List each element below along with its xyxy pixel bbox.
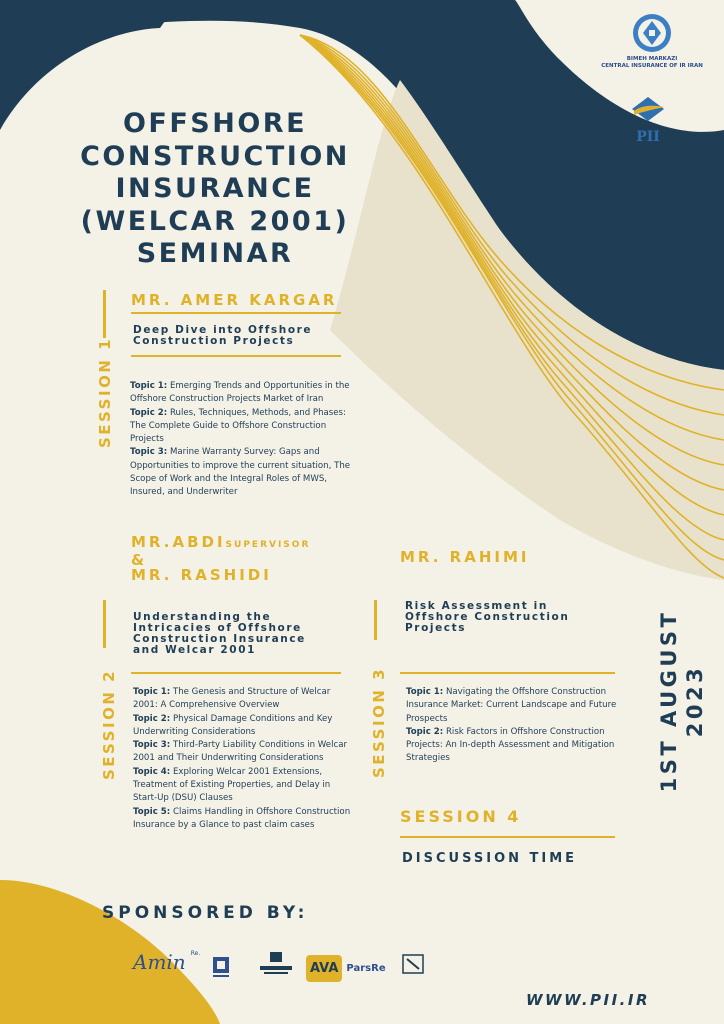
session1-label: SESSION 1 xyxy=(96,336,114,448)
topic-label: Topic 2: xyxy=(133,713,171,724)
date-line1: 1ST AUGUST xyxy=(657,609,681,793)
sponsor-3-logo xyxy=(256,950,296,980)
pii-label: PII xyxy=(636,129,660,145)
session2-speaker2: MR. RASHIDI xyxy=(131,566,272,584)
session3-speaker: MR. RAHIMI xyxy=(400,548,530,566)
title-line-1: OFFSHORE xyxy=(122,108,308,139)
session1-subtitle xyxy=(133,325,312,347)
session2-vertical-bar xyxy=(103,600,106,648)
session2-topic-5 xyxy=(133,806,351,833)
session3-divider xyxy=(400,672,615,674)
topic-text: Navigating the Offshore Construction Insurance Market: Current Landscape and Future Prospects xyxy=(406,687,617,724)
session2-subtitle-line3: Construction Insurance xyxy=(133,633,306,645)
central-insurance-logo xyxy=(622,12,682,54)
session3-vertical-bar xyxy=(374,600,377,640)
session2-divider xyxy=(131,672,341,674)
session2-subtitle xyxy=(133,612,306,656)
amin-logo-sub: Re. xyxy=(190,950,201,957)
session2-topics xyxy=(133,686,351,832)
topic-label: Topic 3: xyxy=(130,447,168,458)
title-line-4: (WELCAR 2001) xyxy=(80,205,350,237)
topic-label: Topic 3: xyxy=(133,740,171,751)
title-line-3: INSURANCE xyxy=(115,173,315,204)
session3-topics xyxy=(406,686,624,766)
session3-subtitle-line1: Risk Assessment in xyxy=(405,600,548,612)
session4-divider xyxy=(400,836,615,838)
topic-text: Marine Warranty Survey: Gaps and Opportunities to improve the current situation, The Scope of Work and the Integral Roles of MWS, Insured, and Underwriter xyxy=(130,447,351,498)
session3-label: SESSION 3 xyxy=(370,666,388,778)
date-line2: 2023 xyxy=(683,664,707,738)
session2-topic-2 xyxy=(133,713,351,740)
session2-subtitle-line2: Intricacies of Offshore xyxy=(133,622,302,634)
session1-topic-2 xyxy=(130,407,352,447)
header-logo-line1: BIMEH MARKAZI xyxy=(626,56,678,62)
session2-subtitle-line1: Understanding the xyxy=(133,611,272,623)
topic-label: Topic 1: xyxy=(130,381,168,391)
session3-topic-1 xyxy=(406,686,624,726)
discussion-time: DISCUSSION TIME xyxy=(402,851,578,866)
sponsor-amin-logo xyxy=(133,950,203,982)
topic-text: Physical Damage Conditions and Key Underwriting Considerations xyxy=(133,713,333,737)
sponsor-2-icon xyxy=(210,955,232,981)
session1-topic-3 xyxy=(130,446,352,499)
topic-text: The Genesis and Structure of Welcar 2001: A Comprehensive Overview xyxy=(133,687,331,711)
session2-label: SESSION 2 xyxy=(100,668,118,780)
session3-topic-2 xyxy=(406,726,624,766)
session1-topics xyxy=(130,380,352,500)
ava-logo-text: AVA xyxy=(306,955,342,982)
sponsor-2-logo xyxy=(210,955,232,981)
topic-label: Topic 5: xyxy=(133,806,171,817)
session2-speaker-amp: & xyxy=(131,551,148,569)
pii-emblem-icon xyxy=(628,95,668,131)
event-date xyxy=(656,606,708,796)
topic-label: Topic 4: xyxy=(133,766,171,777)
session1-subtitle-line1: Deep Dive into Offshore xyxy=(133,324,313,336)
central-insurance-emblem-icon xyxy=(631,12,673,54)
session3-subtitle-line2: Offshore Construction xyxy=(405,611,570,623)
session2-topic-1 xyxy=(133,686,351,713)
sponsor-ava-logo xyxy=(306,952,388,984)
seminar-title xyxy=(70,108,360,271)
sponsor-3-icon xyxy=(256,950,296,980)
session1-topic-1 xyxy=(130,380,352,407)
topic-label: Topic 1: xyxy=(406,687,444,697)
sponsored-by-heading: SPONSORED BY: xyxy=(102,903,309,923)
parsre-logo-text: ParsRe xyxy=(346,962,386,974)
session2-supervisor-tag: SUPERVISOR xyxy=(225,540,311,550)
topic-text: Claims Handling in Offshore Construction Insurance by a Glance to past claim cases xyxy=(133,806,351,830)
topic-label: Topic 1: xyxy=(133,687,171,697)
session4-label: SESSION 4 xyxy=(400,807,522,826)
sponsor-5-logo xyxy=(400,953,426,981)
topic-text: Rules, Techniques, Methods, and Phases: The Complete Guide to Offshore Construction Projects xyxy=(130,407,346,445)
session3-subtitle-line3: Projects xyxy=(405,622,467,634)
session1-vertical-bar xyxy=(103,290,106,338)
session2-topic-3 xyxy=(133,739,351,766)
session1-divider-bottom xyxy=(131,355,341,357)
sponsor-5-icon xyxy=(400,953,426,981)
session2-speakers xyxy=(131,535,310,583)
topic-text: Exploring Welcar 2001 Extensions, Treatment of Existing Properties, and Delay in Start-Up (DSU) Clauses xyxy=(133,766,331,804)
session1-subtitle-line2: Construction Projects xyxy=(133,335,295,347)
session3-subtitle xyxy=(405,601,569,634)
topic-text: Emerging Trends and Opportunities in the Offshore Construction Projects Market of Iran xyxy=(130,381,350,405)
website-url[interactable]: WWW.PII.IR xyxy=(526,991,651,1009)
topic-text: Risk Factors in Offshore Construction Projects: An In-depth Assessment and Mitigation Strategies xyxy=(406,726,615,764)
amin-logo-text: Amin xyxy=(133,950,186,974)
title-line-2: CONSTRUCTION xyxy=(80,140,350,172)
pii-logo xyxy=(626,95,670,145)
topic-text: Third-Party Liability Conditions in Welcar 2001 and Their Underwriting Considerations xyxy=(133,740,347,764)
header-logo-line2: CENTRAL INSURANCE OF IR IRAN xyxy=(601,63,703,69)
session1-divider-top xyxy=(131,312,341,314)
session2-subtitle-line4: and Welcar 2001 xyxy=(133,644,257,656)
session2-topic-4 xyxy=(133,766,351,806)
title-line-5: SEMINAR xyxy=(136,238,294,269)
topic-label: Topic 2: xyxy=(130,407,168,418)
topic-label: Topic 2: xyxy=(406,726,444,737)
session2-speaker1: MR.ABDI xyxy=(131,533,226,551)
session2-speaker-line1 xyxy=(131,535,310,553)
session1-speaker: MR. AMER KARGAR xyxy=(131,291,338,309)
